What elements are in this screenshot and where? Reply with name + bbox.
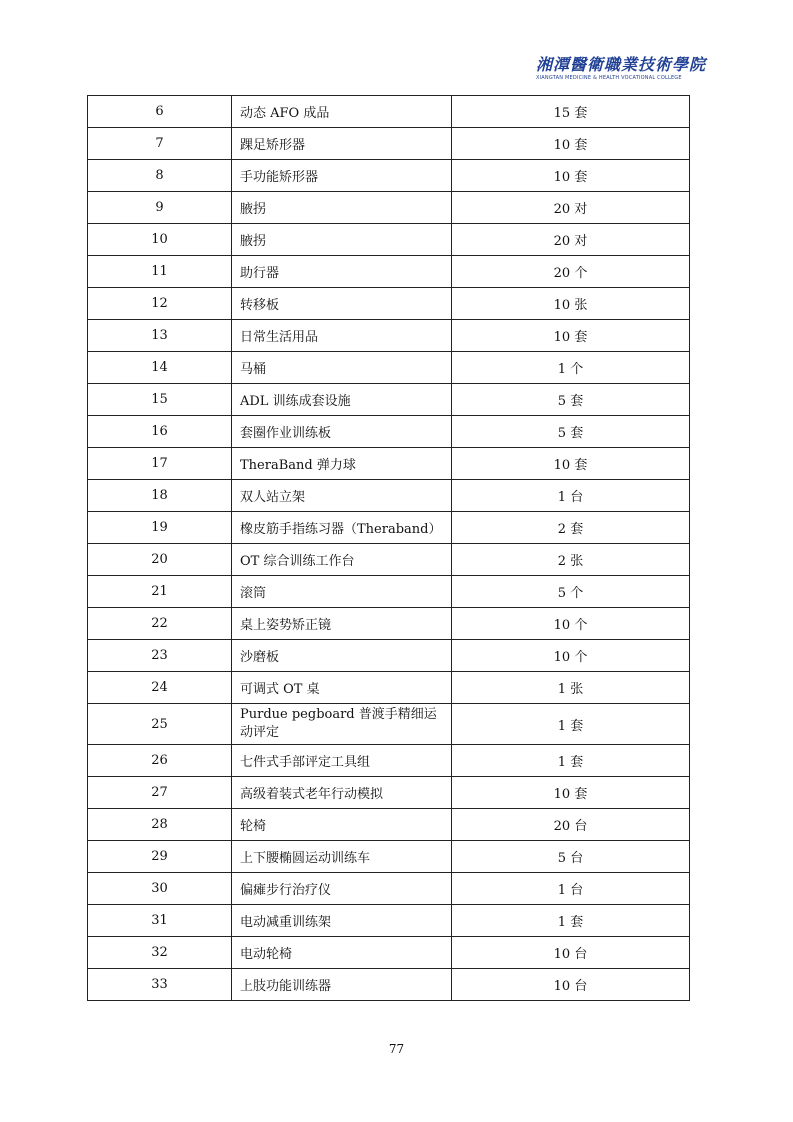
equipment-quantity: 10 个 bbox=[452, 640, 690, 672]
row-number: 17 bbox=[88, 448, 232, 480]
table-row bbox=[88, 608, 690, 640]
table-row bbox=[88, 256, 690, 288]
row-number: 26 bbox=[88, 745, 232, 777]
table-row bbox=[88, 544, 690, 576]
equipment-name: Purdue pegboard 普渡手精细运动评定 bbox=[232, 704, 452, 745]
equipment-name: 橡皮筋手指练习器（Theraband） bbox=[232, 512, 452, 544]
equipment-name: 腋拐 bbox=[232, 224, 452, 256]
table-row bbox=[88, 320, 690, 352]
equipment-name: 高级着装式老年行动模拟 bbox=[232, 777, 452, 809]
table-row bbox=[88, 96, 690, 128]
table-row bbox=[88, 192, 690, 224]
equipment-quantity: 1 张 bbox=[452, 672, 690, 704]
equipment-quantity: 1 台 bbox=[452, 873, 690, 905]
table-row bbox=[88, 704, 690, 745]
equipment-name: 日常生活用品 bbox=[232, 320, 452, 352]
row-number: 21 bbox=[88, 576, 232, 608]
equipment-quantity: 10 套 bbox=[452, 777, 690, 809]
equipment-quantity: 20 对 bbox=[452, 192, 690, 224]
row-number: 8 bbox=[88, 160, 232, 192]
table-row bbox=[88, 480, 690, 512]
equipment-quantity: 1 套 bbox=[452, 905, 690, 937]
college-logo bbox=[530, 46, 707, 86]
equipment-name: OT 综合训练工作台 bbox=[232, 544, 452, 576]
table-row bbox=[88, 745, 690, 777]
row-number: 32 bbox=[88, 937, 232, 969]
logo-chinese-name: 湘潭醫衛職業技術學院 bbox=[536, 54, 707, 74]
equipment-name: 桌上姿势矫正镜 bbox=[232, 608, 452, 640]
table-row bbox=[88, 160, 690, 192]
table-row bbox=[88, 384, 690, 416]
row-number: 12 bbox=[88, 288, 232, 320]
row-number: 10 bbox=[88, 224, 232, 256]
equipment-quantity: 10 套 bbox=[452, 320, 690, 352]
equipment-name: 套圈作业训练板 bbox=[232, 416, 452, 448]
table-row bbox=[88, 448, 690, 480]
table-row bbox=[88, 672, 690, 704]
table-row bbox=[88, 873, 690, 905]
equipment-quantity: 2 张 bbox=[452, 544, 690, 576]
equipment-name: 电动减重训练架 bbox=[232, 905, 452, 937]
table-row bbox=[88, 937, 690, 969]
row-number: 22 bbox=[88, 608, 232, 640]
equipment-quantity: 20 个 bbox=[452, 256, 690, 288]
equipment-quantity: 1 台 bbox=[452, 480, 690, 512]
table-row bbox=[88, 512, 690, 544]
logo-english-name: XIANGTAN MEDICINE & HEALTH VOCATIONAL COLLEGE bbox=[536, 74, 682, 81]
table-row bbox=[88, 352, 690, 384]
equipment-quantity: 5 套 bbox=[452, 384, 690, 416]
equipment-name: 偏瘫步行治疗仪 bbox=[232, 873, 452, 905]
row-number: 9 bbox=[88, 192, 232, 224]
row-number: 24 bbox=[88, 672, 232, 704]
equipment-name: 双人站立架 bbox=[232, 480, 452, 512]
row-number: 13 bbox=[88, 320, 232, 352]
equipment-name: 七件式手部评定工具组 bbox=[232, 745, 452, 777]
equipment-quantity: 10 套 bbox=[452, 128, 690, 160]
row-number: 19 bbox=[88, 512, 232, 544]
page-number: 77 bbox=[388, 1042, 405, 1056]
row-number: 33 bbox=[88, 969, 232, 1001]
equipment-name: 滚筒 bbox=[232, 576, 452, 608]
equipment-quantity: 10 台 bbox=[452, 937, 690, 969]
row-number: 31 bbox=[88, 905, 232, 937]
logo-text-block bbox=[536, 52, 706, 81]
equipment-name: 马桶 bbox=[232, 352, 452, 384]
row-number: 11 bbox=[88, 256, 232, 288]
equipment-quantity: 10 个 bbox=[452, 608, 690, 640]
equipment-name: 可调式 OT 桌 bbox=[232, 672, 452, 704]
table-row bbox=[88, 777, 690, 809]
row-number: 30 bbox=[88, 873, 232, 905]
equipment-quantity: 5 套 bbox=[452, 416, 690, 448]
table-row bbox=[88, 841, 690, 873]
table-row bbox=[88, 224, 690, 256]
row-number: 28 bbox=[88, 809, 232, 841]
equipment-name: TheraBand 弹力球 bbox=[232, 448, 452, 480]
equipment-name: 助行器 bbox=[232, 256, 452, 288]
equipment-quantity: 5 个 bbox=[452, 576, 690, 608]
equipment-name: 上下腰椭圆运动训练车 bbox=[232, 841, 452, 873]
equipment-quantity: 2 套 bbox=[452, 512, 690, 544]
equipment-name: ADL 训练成套设施 bbox=[232, 384, 452, 416]
equipment-quantity: 10 台 bbox=[452, 969, 690, 1001]
equipment-quantity: 10 套 bbox=[452, 448, 690, 480]
row-number: 27 bbox=[88, 777, 232, 809]
equipment-name: 上肢功能训练器 bbox=[232, 969, 452, 1001]
equipment-name: 轮椅 bbox=[232, 809, 452, 841]
row-number: 20 bbox=[88, 544, 232, 576]
equipment-quantity: 15 套 bbox=[452, 96, 690, 128]
equipment-quantity: 1 个 bbox=[452, 352, 690, 384]
equipment-quantity: 20 台 bbox=[452, 809, 690, 841]
equipment-name: 踝足矫形器 bbox=[232, 128, 452, 160]
table-row bbox=[88, 969, 690, 1001]
table-row bbox=[88, 576, 690, 608]
equipment-name: 手功能矫形器 bbox=[232, 160, 452, 192]
row-number: 29 bbox=[88, 841, 232, 873]
row-number: 25 bbox=[88, 704, 232, 745]
row-number: 14 bbox=[88, 352, 232, 384]
equipment-name: 电动轮椅 bbox=[232, 937, 452, 969]
row-number: 7 bbox=[88, 128, 232, 160]
equipment-name: 腋拐 bbox=[232, 192, 452, 224]
row-number: 18 bbox=[88, 480, 232, 512]
equipment-table bbox=[87, 95, 690, 1001]
equipment-quantity: 1 套 bbox=[452, 745, 690, 777]
row-number: 23 bbox=[88, 640, 232, 672]
row-number: 6 bbox=[88, 96, 232, 128]
equipment-name: 动态 AFO 成品 bbox=[232, 96, 452, 128]
table-row bbox=[88, 640, 690, 672]
equipment-quantity: 1 套 bbox=[452, 704, 690, 745]
row-number: 16 bbox=[88, 416, 232, 448]
equipment-quantity: 5 台 bbox=[452, 841, 690, 873]
equipment-quantity: 10 张 bbox=[452, 288, 690, 320]
equipment-name: 转移板 bbox=[232, 288, 452, 320]
row-number: 15 bbox=[88, 384, 232, 416]
table-row bbox=[88, 288, 690, 320]
table-row bbox=[88, 416, 690, 448]
table-row bbox=[88, 128, 690, 160]
equipment-quantity: 10 套 bbox=[452, 160, 690, 192]
table-row bbox=[88, 905, 690, 937]
equipment-quantity: 20 对 bbox=[452, 224, 690, 256]
equipment-name: 沙磨板 bbox=[232, 640, 452, 672]
table-row bbox=[88, 809, 690, 841]
